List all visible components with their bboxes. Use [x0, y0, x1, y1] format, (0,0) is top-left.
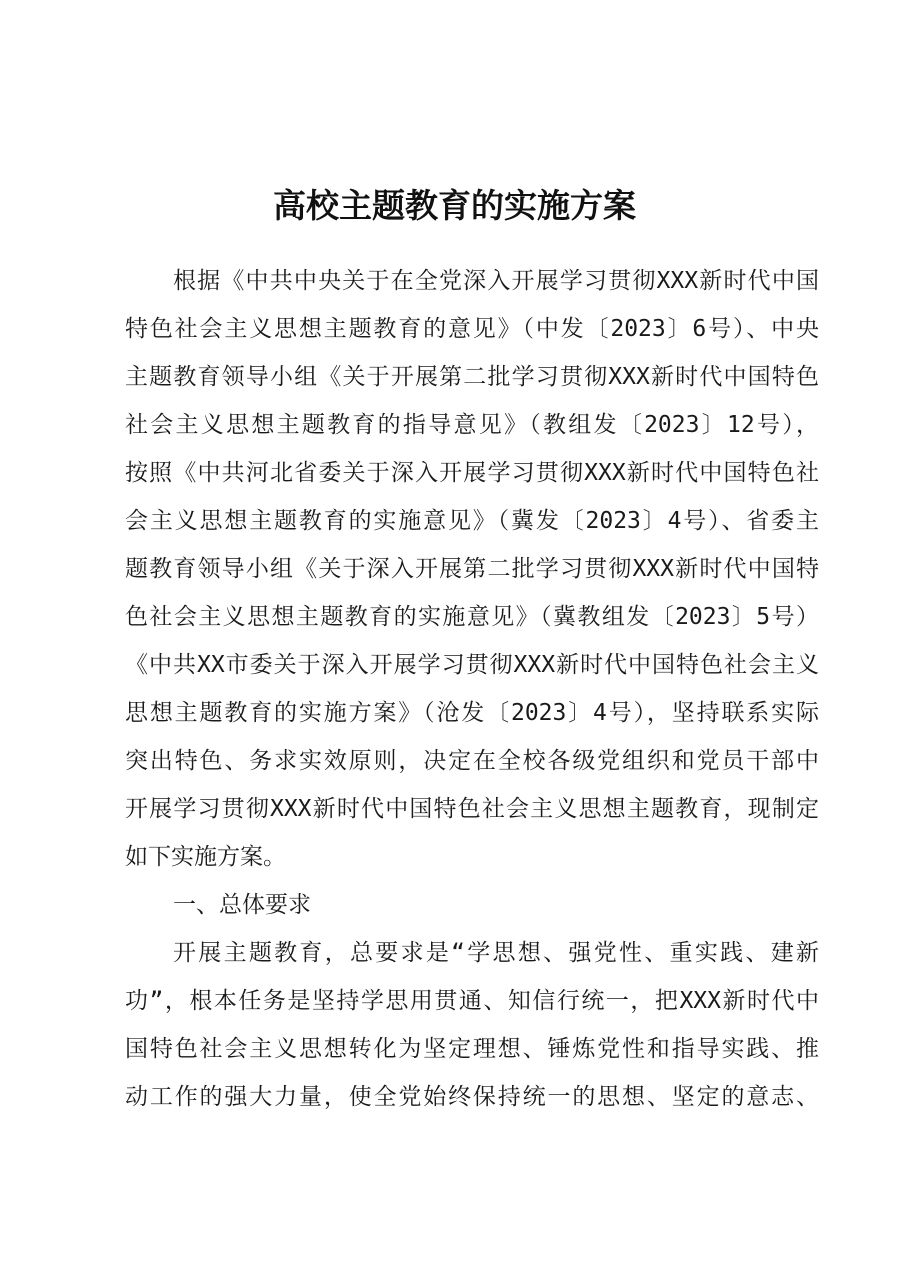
paragraph-line: 突出特色、务求实效原则，决定在全校各级党组织和党员干部中 — [125, 748, 819, 774]
document-title: 高校主题教育的实施方案 — [273, 186, 636, 225]
section-heading: 一、总体要求 — [173, 892, 311, 918]
paragraph-line: 开展主题教育，总要求是“学思想、强党性、重实践、建新 — [173, 940, 819, 966]
paragraph-line: 色社会主义思想主题教育的实施意见》（冀教组发〔2023〕5号） — [125, 604, 819, 630]
paragraph-line: 如下实施方案。 — [125, 844, 286, 870]
paragraph-line: 国特色社会主义思想转化为坚定理想、锤炼党性和指导实践、推 — [125, 1036, 819, 1062]
paragraph-line: 主题教育领导小组《关于开展第二批学习贯彻XXX新时代中国特色 — [125, 364, 819, 390]
paragraph-line: 思想主题教育的实施方案》（沧发〔2023〕4号），坚持联系实际 — [125, 700, 819, 726]
paragraph-line: 动工作的强大力量，使全党始终保持统一的思想、坚定的意志、 — [125, 1084, 819, 1110]
paragraph-line: 开展学习贯彻XXX新时代中国特色社会主义思想主题教育，现制定 — [125, 796, 819, 822]
paragraph-line: 社会主义思想主题教育的指导意见》（教组发〔2023〕12号）， — [125, 412, 819, 438]
paragraph-line: 根据《中共中央关于在全党深入开展学习贯彻XXX新时代中国 — [173, 268, 819, 294]
paragraph-line: 《中共XX市委关于深入开展学习贯彻XXX新时代中国特色社会主义 — [125, 652, 819, 678]
paragraph-line: 特色社会主义思想主题教育的意见》（中发〔2023〕6号）、中央 — [125, 316, 819, 342]
paragraph-line: 按照《中共河北省委关于深入开展学习贯彻XXX新时代中国特色社 — [125, 460, 819, 486]
paragraph-line: 会主义思想主题教育的实施意见》（冀发〔2023〕4号）、省委主 — [125, 508, 819, 534]
paragraph-line: 题教育领导小组《关于深入开展第二批学习贯彻XXX新时代中国特 — [125, 556, 819, 582]
paragraph-line: 功”，根本任务是坚持学思用贯通、知信行统一，把XXX新时代中 — [125, 988, 819, 1014]
